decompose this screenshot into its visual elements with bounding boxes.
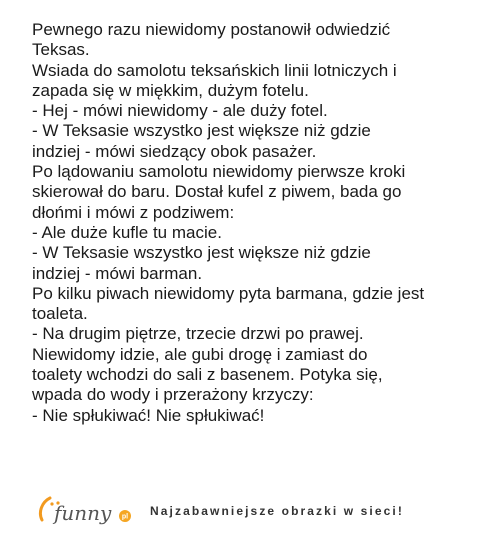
- logo-badge-text: pl: [121, 513, 129, 521]
- story-line: wpada do wody i przerażony krzyczy:: [32, 385, 314, 405]
- story-line: indziej - mówi siedzący obok pasażer.: [32, 141, 317, 161]
- story-line: skierował do baru. Dostał kufel z piwem, bada go: [32, 182, 402, 202]
- logo-text: funny: [54, 501, 112, 525]
- story-line: - W Teksasie wszystko jest większe niż gdzie: [32, 243, 371, 263]
- story-line: indziej - mówi barman.: [32, 263, 203, 283]
- story-line: Teksas.: [32, 40, 90, 60]
- tagline: Najzabawniejsze obrazki w sieci!: [150, 504, 404, 518]
- story-text: [32, 20, 492, 426]
- story-line: zapada się w miękkim, dużym fotelu.: [32, 80, 309, 100]
- footer: [0, 486, 504, 534]
- story-line: Pewnego razu niewidomy postanowił odwiedzić: [32, 20, 391, 39]
- story-line: dłońmi i mówi z podziwem:: [32, 202, 235, 222]
- story-line: Niewidomy idzie, ale gubi drogę i zamiast do: [32, 344, 368, 364]
- story-line: - Ale duże kufle tu macie.: [32, 222, 222, 242]
- story-line: Wsiada do samolotu teksańskich linii lotniczych i: [32, 60, 397, 80]
- story-line: - Nie spłukiwać! Nie spłukiwać!: [32, 405, 265, 425]
- funny-pl-logo-icon: [36, 490, 146, 530]
- story-line: toalety wchodzi do sali z basenem. Potyka się,: [32, 365, 383, 385]
- story-line: - W Teksasie wszystko jest większe niż gdzie: [32, 121, 371, 141]
- story-line: toaleta.: [32, 304, 88, 324]
- story-line: - Na drugim piętrze, trzecie drzwi po prawej.: [32, 324, 364, 344]
- logo-swoosh: [40, 498, 50, 520]
- story-line: Po lądowaniu samolotu niewidomy pierwsze kroki: [32, 162, 406, 182]
- story-line: Po kilku piwach niewidomy pyta barmana, gdzie jest: [32, 283, 425, 303]
- story-line: - Hej - mówi niewidomy - ale duży fotel.: [32, 101, 328, 121]
